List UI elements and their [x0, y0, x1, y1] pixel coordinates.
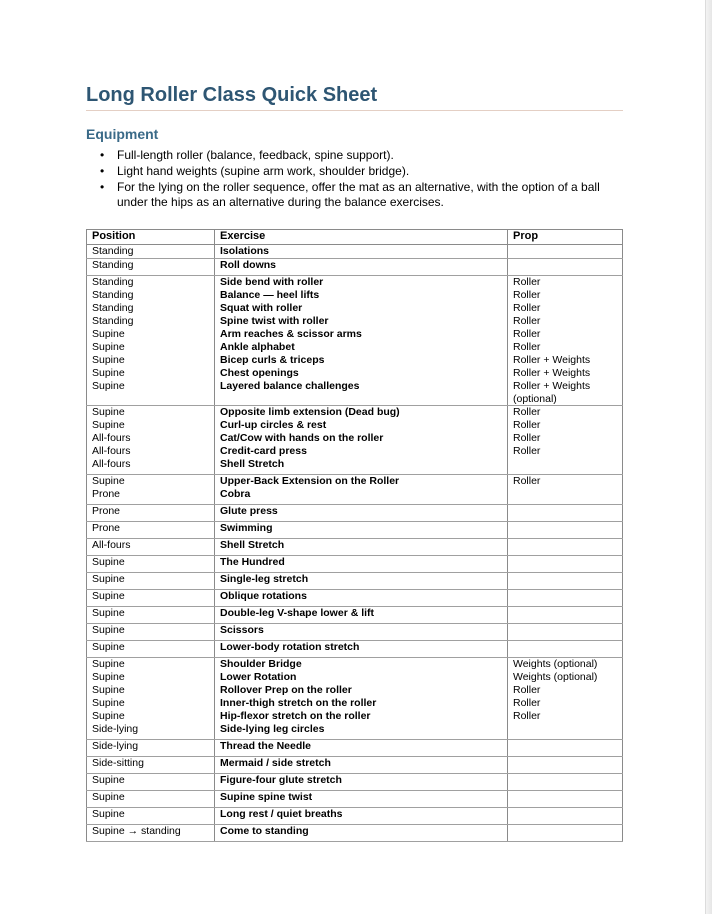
table-header-row [87, 230, 623, 245]
cell-prop [508, 522, 623, 539]
cell-prop: Roller [508, 445, 623, 458]
cell-prop: Roller [508, 315, 623, 328]
cell-position: Supine [87, 341, 215, 354]
cell-position: Supine [87, 684, 215, 697]
table-row [87, 697, 623, 710]
table-row [87, 539, 623, 556]
cell-exercise: Long rest / quiet breaths [215, 808, 508, 825]
cell-prop: Roller [508, 419, 623, 432]
table-row [87, 556, 623, 573]
table-row [87, 419, 623, 432]
cell-prop [508, 808, 623, 825]
cell-position: Side-sitting [87, 757, 215, 774]
cell-prop: Roller + Weights [508, 354, 623, 367]
equipment-item-text: Full-length roller (balance, feedback, spine support). [117, 148, 394, 162]
cell-prop [508, 774, 623, 791]
table-row [87, 590, 623, 607]
cell-position: Supine [87, 475, 215, 489]
cell-position: Supine [87, 590, 215, 607]
cell-exercise: Cat/Cow with hands on the roller [215, 432, 508, 445]
equipment-item [100, 164, 630, 180]
cell-exercise: Double-leg V-shape lower & lift [215, 607, 508, 624]
cell-prop [508, 590, 623, 607]
cell-prop [508, 539, 623, 556]
cell-exercise: Layered balance challenges [215, 380, 508, 406]
cell-prop: Roller + Weights (optional) [508, 380, 623, 406]
page-edge [705, 0, 712, 914]
equipment-heading: Equipment [86, 126, 159, 142]
cell-position: Supine [87, 573, 215, 590]
cell-exercise: Hip-flexor stretch on the roller [215, 710, 508, 723]
equipment-item-text: Light hand weights (supine arm work, shoulder bridge). [117, 163, 410, 178]
cell-exercise: Mermaid / side stretch [215, 757, 508, 774]
cell-exercise: Glute press [215, 505, 508, 522]
cell-exercise: Swimming [215, 522, 508, 539]
cell-position: Supine [87, 406, 215, 420]
table-row [87, 458, 623, 475]
cell-prop [508, 791, 623, 808]
exercise-table [86, 229, 623, 842]
cell-position: Prone [87, 505, 215, 522]
table-row [87, 573, 623, 590]
cell-prop: Roller + Weights [508, 367, 623, 380]
cell-position: Side-lying [87, 740, 215, 757]
cell-position: Supine [87, 419, 215, 432]
cell-exercise: Roll downs [215, 259, 508, 276]
table-row [87, 641, 623, 658]
cell-exercise: Single-leg stretch [215, 573, 508, 590]
page-title: Long Roller Class Quick Sheet [86, 84, 378, 106]
cell-position: All-fours [87, 432, 215, 445]
cell-position: Supine [87, 328, 215, 341]
cell-prop: Weights (optional) [508, 658, 623, 672]
cell-position: Standing [87, 302, 215, 315]
cell-position: Supine [87, 671, 215, 684]
cell-prop [508, 757, 623, 774]
cell-exercise: Arm reaches & scissor arms [215, 328, 508, 341]
table-row [87, 684, 623, 697]
cell-exercise: Cobra [215, 488, 508, 505]
table-row [87, 808, 623, 825]
cell-position: Standing [87, 259, 215, 276]
cell-position: Standing [87, 315, 215, 328]
cell-prop: Roller [508, 432, 623, 445]
table-row [87, 445, 623, 458]
table-row [87, 723, 623, 740]
cell-exercise: Ankle alphabet [215, 341, 508, 354]
header-position: Position [87, 230, 215, 245]
cell-prop [508, 825, 623, 842]
cell-exercise: Upper-Back Extension on the Roller [215, 475, 508, 489]
cell-position: Supine [87, 354, 215, 367]
header-prop: Prop [508, 230, 623, 245]
cell-position: Supine [87, 624, 215, 641]
cell-exercise: Supine spine twist [215, 791, 508, 808]
table-row [87, 245, 623, 259]
cell-position: Standing [87, 289, 215, 302]
cell-exercise: Spine twist with roller [215, 315, 508, 328]
table-row [87, 475, 623, 489]
cell-prop: Roller [508, 406, 623, 420]
table-row [87, 328, 623, 341]
cell-position: Supine [87, 556, 215, 573]
cell-position: All-fours [87, 539, 215, 556]
cell-prop: Weights (optional) [508, 671, 623, 684]
cell-exercise: Chest openings [215, 367, 508, 380]
cell-prop [508, 723, 623, 740]
table-row [87, 624, 623, 641]
cell-prop: Roller [508, 276, 623, 290]
cell-position: Supine [87, 774, 215, 791]
equipment-list [100, 148, 630, 211]
table-row [87, 315, 623, 328]
cell-position: Supine [87, 658, 215, 672]
cell-prop [508, 259, 623, 276]
cell-prop: Roller [508, 328, 623, 341]
table-row [87, 488, 623, 505]
table-row [87, 774, 623, 791]
table-row [87, 791, 623, 808]
cell-position: Standing [87, 276, 215, 290]
cell-prop [508, 624, 623, 641]
cell-prop [508, 458, 623, 475]
cell-exercise: Side-lying leg circles [215, 723, 508, 740]
cell-exercise: Shell Stretch [215, 458, 508, 475]
cell-position: Supine [87, 710, 215, 723]
cell-exercise: Curl-up circles & rest [215, 419, 508, 432]
cell-prop [508, 488, 623, 505]
cell-prop: Roller [508, 684, 623, 697]
table-row [87, 740, 623, 757]
cell-prop [508, 505, 623, 522]
cell-prop: Roller [508, 341, 623, 354]
cell-position: All-fours [87, 445, 215, 458]
cell-position: Standing [87, 245, 215, 259]
cell-prop [508, 556, 623, 573]
table-row [87, 259, 623, 276]
cell-position: All-fours [87, 458, 215, 475]
cell-exercise: Squat with roller [215, 302, 508, 315]
cell-position: Supine [87, 367, 215, 380]
table-row [87, 380, 623, 406]
cell-exercise: Oblique rotations [215, 590, 508, 607]
cell-prop [508, 245, 623, 259]
cell-position: Prone [87, 522, 215, 539]
title-rule [86, 110, 623, 111]
cell-position: Supine [87, 791, 215, 808]
table-row [87, 354, 623, 367]
table-row [87, 671, 623, 684]
cell-position: Supine → standing [87, 825, 215, 842]
bullet-icon: • [100, 163, 105, 178]
cell-exercise: Come to standing [215, 825, 508, 842]
cell-prop: Roller [508, 710, 623, 723]
cell-exercise: The Hundred [215, 556, 508, 573]
table-row [87, 302, 623, 315]
cell-exercise: Credit-card press [215, 445, 508, 458]
cell-prop [508, 573, 623, 590]
bullet-icon: • [100, 179, 105, 194]
table-row [87, 432, 623, 445]
cell-position: Supine [87, 380, 215, 406]
cell-exercise: Side bend with roller [215, 276, 508, 290]
cell-exercise: Rollover Prep on the roller [215, 684, 508, 697]
cell-prop [508, 641, 623, 658]
cell-exercise: Inner-thigh stretch on the roller [215, 697, 508, 710]
cell-exercise: Bicep curls & triceps [215, 354, 508, 367]
cell-prop: Roller [508, 475, 623, 489]
table-row [87, 341, 623, 354]
table-row [87, 607, 623, 624]
table-row [87, 367, 623, 380]
cell-exercise: Balance — heel lifts [215, 289, 508, 302]
bullet-icon: • [100, 148, 105, 162]
cell-exercise: Figure-four glute stretch [215, 774, 508, 791]
cell-exercise: Lower Rotation [215, 671, 508, 684]
cell-position: Supine [87, 808, 215, 825]
cell-exercise: Shoulder Bridge [215, 658, 508, 672]
cell-position: Supine [87, 641, 215, 658]
table-row [87, 522, 623, 539]
table-row [87, 406, 623, 420]
cell-exercise: Isolations [215, 245, 508, 259]
cell-position: Prone [87, 488, 215, 505]
table-row [87, 825, 623, 842]
table-row [87, 276, 623, 290]
cell-prop: Roller [508, 302, 623, 315]
cell-exercise: Scissors [215, 624, 508, 641]
cell-exercise: Shell Stretch [215, 539, 508, 556]
header-exercise: Exercise [215, 230, 508, 245]
equipment-item [100, 148, 630, 164]
cell-prop: Roller [508, 289, 623, 302]
cell-prop: Roller [508, 697, 623, 710]
equipment-item [100, 180, 630, 212]
cell-exercise: Thread the Needle [215, 740, 508, 757]
table-row [87, 658, 623, 672]
cell-exercise: Opposite limb extension (Dead bug) [215, 406, 508, 420]
cell-prop [508, 607, 623, 624]
cell-position: Side-lying [87, 723, 215, 740]
table-row [87, 757, 623, 774]
cell-prop [508, 740, 623, 757]
equipment-item-text: For the lying on the roller sequence, offer the mat as an alternative, with the option of a ball under the hips as an alternative during the balance exercises. [117, 179, 600, 210]
table-row [87, 505, 623, 522]
cell-position: Supine [87, 607, 215, 624]
table-row [87, 710, 623, 723]
cell-exercise: Lower-body rotation stretch [215, 641, 508, 658]
table-row [87, 289, 623, 302]
cell-position: Supine [87, 697, 215, 710]
